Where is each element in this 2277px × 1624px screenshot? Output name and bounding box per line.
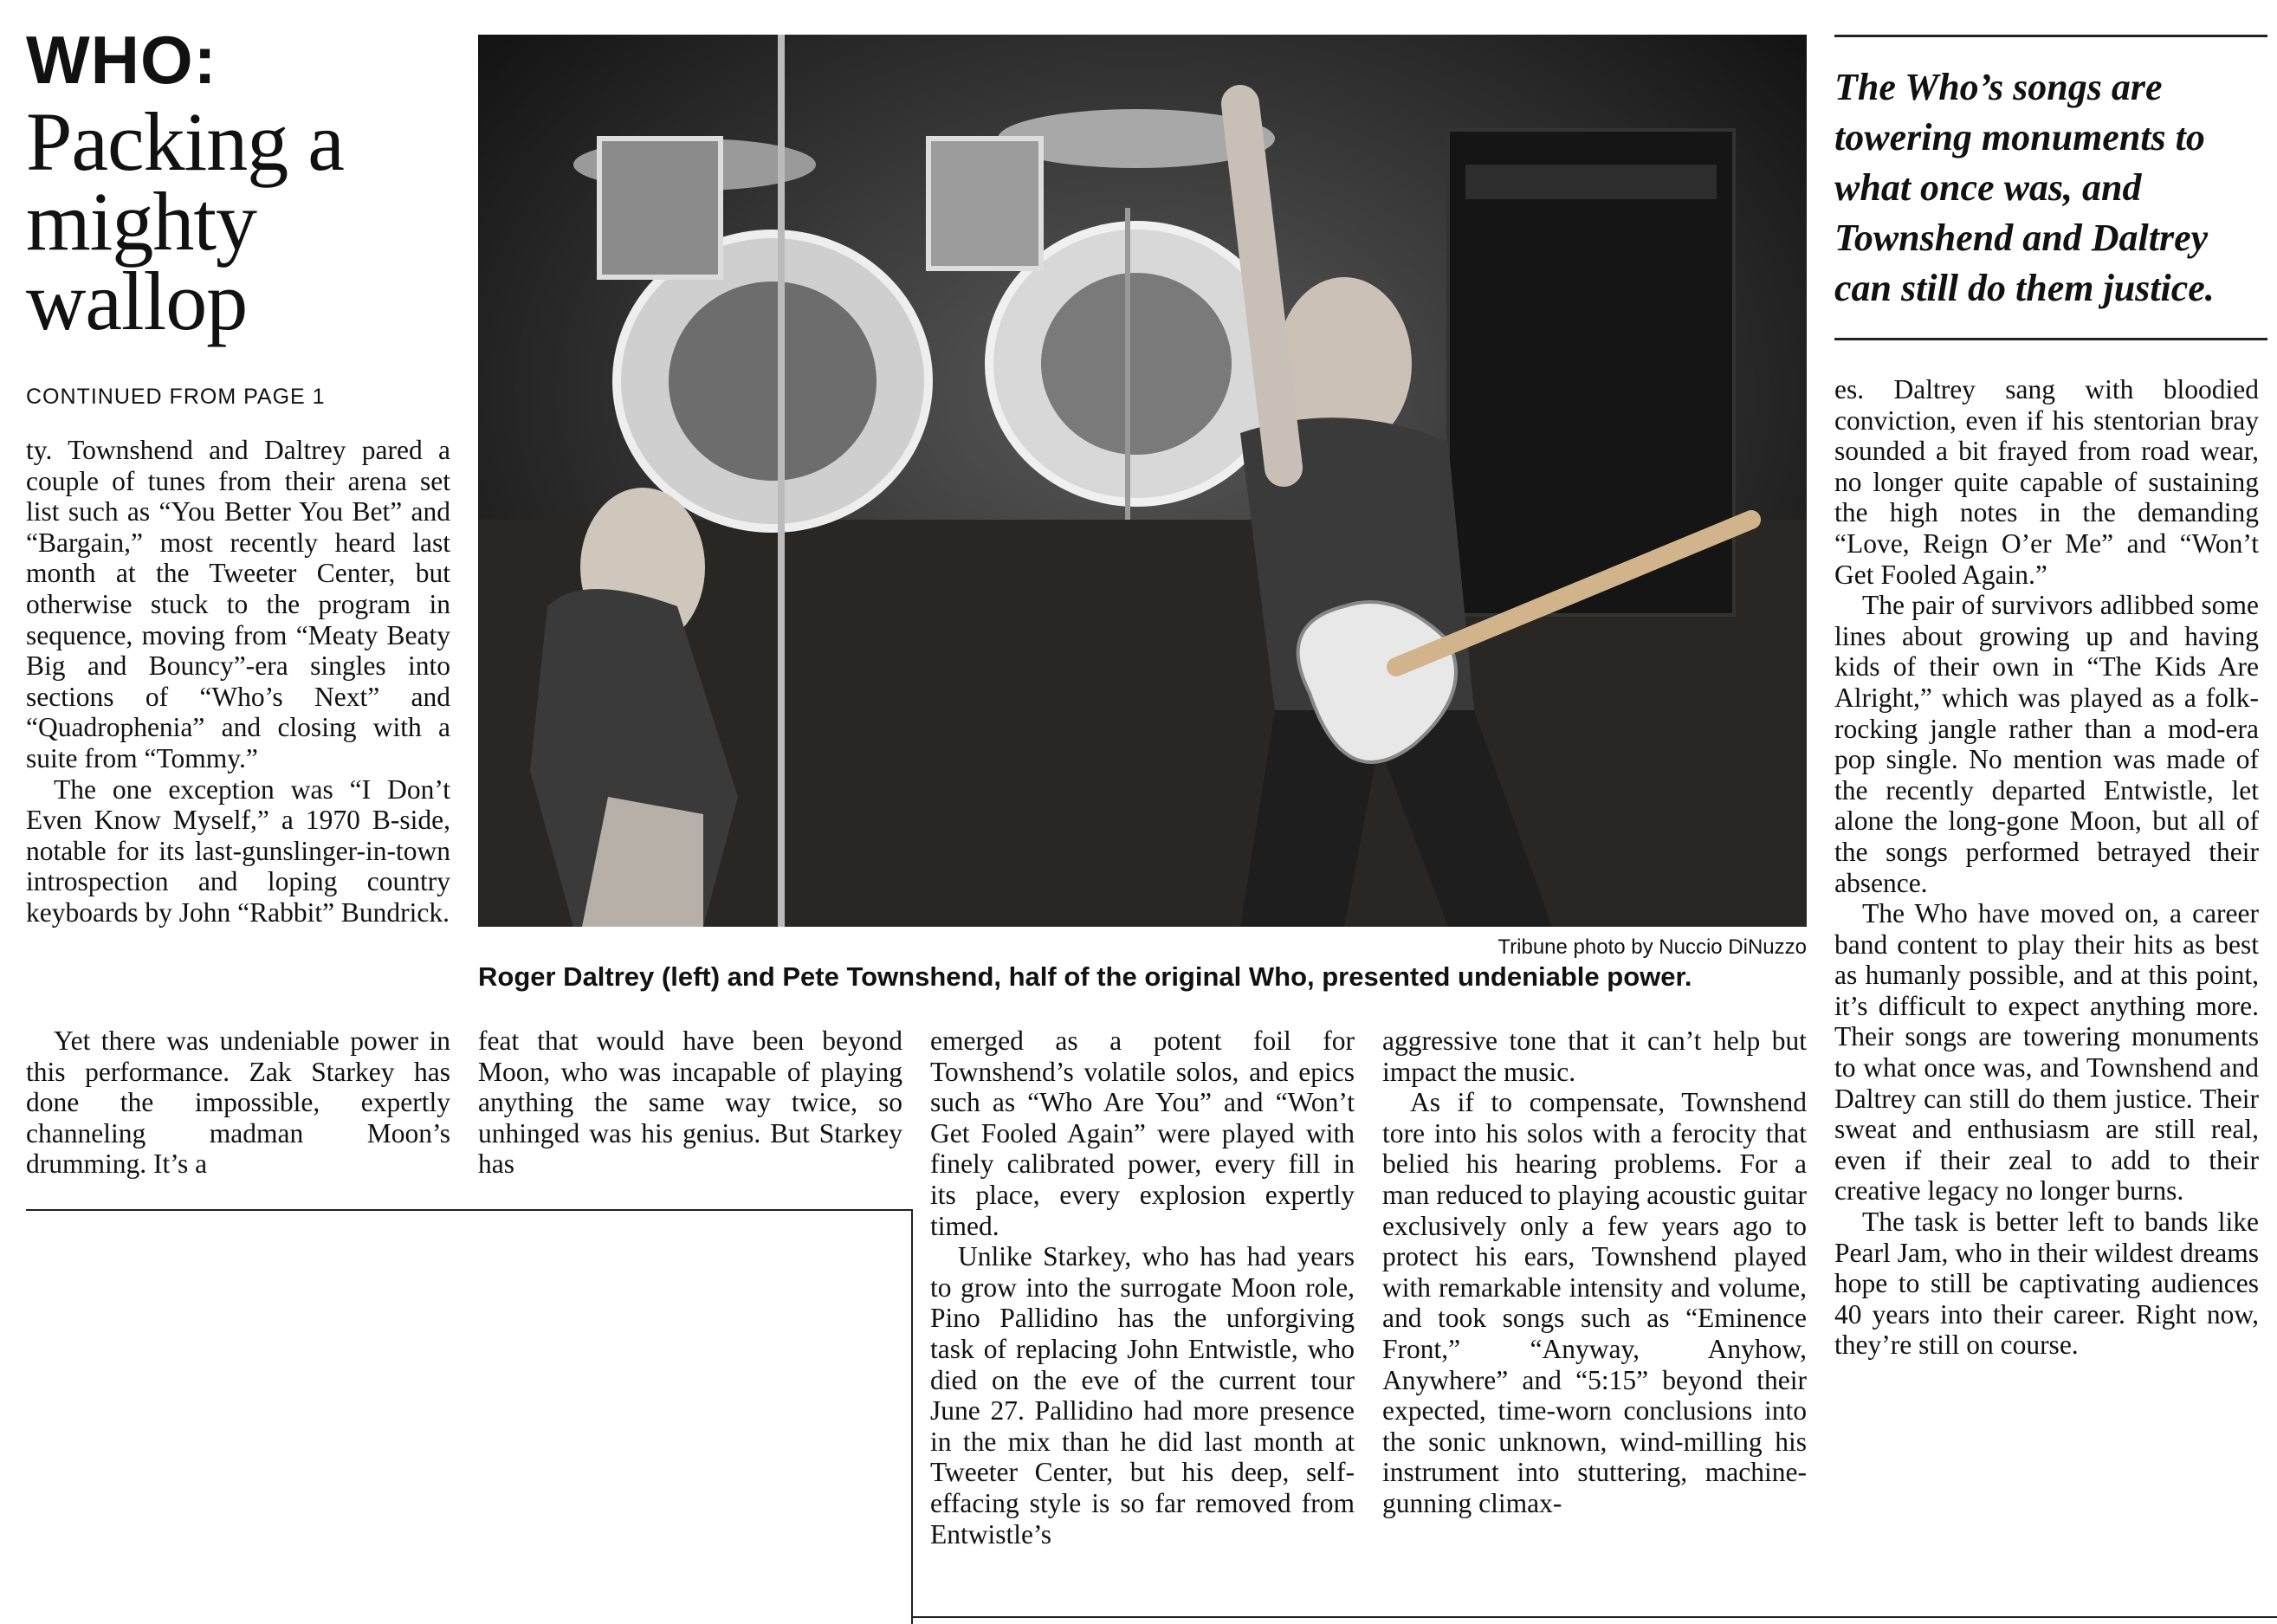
concert-photo	[478, 35, 1807, 927]
photo-caption: Roger Daltrey (left) and Pete Townshend, half of the original Who, presented undeniable power.	[478, 961, 1692, 992]
paragraph: ty. Townshend and Daltrey pared a couple of tunes from their arena set list such as “You Better You Bet” and “Bargain,” most recently heard last month at the Tweeter Center, but otherwise stuck to the program in sequence, moving from “Meaty Beaty Big and Bouncy”-era singles into sections of “Who’s Next” and “Quadrophenia” and closing with a suite from “Tommy.”	[26, 435, 450, 773]
headline-kicker: WHO:	[26, 22, 217, 98]
paragraph: aggressive tone that it can’t help but impact the music.	[1382, 1026, 1807, 1087]
bottom-rule	[911, 1616, 2277, 1618]
photo-illustration	[478, 35, 1807, 927]
paragraph: The pair of survivors adlibbed some lines about growing up and having kids of their own in “The Kids Are Alright,” which was played as a folk-rocking jangle rather than a mod-era pop single. No mention was made of the recently departed Entwistle, let alone the long-gone Moon, but all of the songs performed betrayed their absence.	[1834, 590, 2259, 898]
paragraph: The task is better left to bands like Pearl Jam, who in their wildest dreams hope to still be captivating audiences 40 years into their career. Right now, they’re still on course.	[1834, 1207, 2259, 1361]
column-1-top	[26, 435, 450, 928]
paragraph: emerged as a potent foil for Townshend’s volatile solos, and epics such as “Who Are You” and “Won’t Get Fooled Again” were played with finely calibrated power, every fill in its place, every explosion expertly timed.	[930, 1026, 1355, 1241]
column-divider-vertical	[911, 1209, 913, 1624]
column-4	[1382, 1026, 1807, 1519]
paragraph: The Who have moved on, a career band content to play their hits as best as humanly possible, and at this point, it’s difficult to expect anything more. Their songs are towering monuments to what once was, and Townshend and Daltrey can still do them justice. Their sweat and enthusiasm are still real, even if their zeal to add to their creative legacy no longer burns.	[1834, 898, 2259, 1207]
pullquote: The Who’s songs are towering monuments to what once was, and Townshend and Daltrey can still do them justice.	[1834, 66, 2215, 309]
column-5	[1834, 374, 2259, 1361]
pullquote-bottom-rule	[1834, 338, 2267, 340]
paragraph: es. Daltrey sang with bloodied conviction, even if his stentorian bray sounded a bit frayed from road wear, no longer quite capable of sustaining the high notes in the demanding “Love, Reign O’er Me” and “Won’t Get Fooled Again.”	[1834, 374, 2259, 590]
paragraph: Yet there was undeniable power in this performance. Zak Starkey has done the impossible, expertly channeling madman Moon’s drumming. It’s a	[26, 1026, 450, 1180]
paragraph: As if to compensate, Townshend tore into his solos with a ferocity that belied his hearing problems. For a man reduced to playing acoustic guitar exclusively only a few years ago to protect his ears, Townshend played with remarkable intensity and volume, and took songs such as “Eminence Front,” “Anyway, Anyhow, Anywhere” and “5:15” beyond their expected, time-worn conclusions into the sonic unknown, wind-milling his instrument into stuttering, machine-gunning climax-	[1382, 1087, 1807, 1518]
column-divider-rule	[26, 1209, 911, 1211]
column-1-bottom	[26, 1026, 450, 1180]
headline-main: Packing a mighty wallop	[26, 95, 344, 347]
paragraph: feat that would have been beyond Moon, who was incapable of playing anything the same way twice, so unhinged was his genius. But Starkey has	[478, 1026, 902, 1180]
column-2	[478, 1026, 902, 1180]
column-3	[930, 1026, 1355, 1550]
pullquote-top-rule	[1834, 35, 2267, 37]
continued-line: CONTINUED FROM PAGE 1	[26, 385, 326, 409]
paragraph: The one exception was “I Don’t Even Know Myself,” a 1970 B-side, notable for its last-gunslinger-in-town introspection and loping country keyboards by John “Rabbit” Bundrick.	[26, 773, 450, 928]
photo-credit: Tribune photo by Nuccio DiNuzzo	[1498, 935, 1807, 959]
paragraph: Unlike Starkey, who has had years to grow into the surrogate Moon role, Pino Pallidino has the unforgiving task of replacing John Entwistle, who died on the eve of the current tour June 27. Pallidino had more presence in the mix than he did last month at Tweeter Center, but his deep, self-effacing style is so far removed from Entwistle’s	[930, 1241, 1355, 1550]
